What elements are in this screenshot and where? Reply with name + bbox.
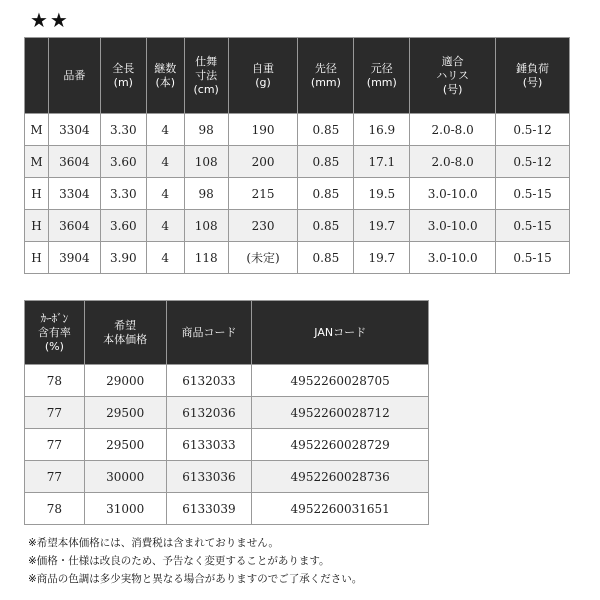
spec-cell: M bbox=[25, 146, 49, 178]
price-cell: 6133033 bbox=[166, 429, 252, 461]
price-cell: 29000 bbox=[84, 365, 166, 397]
spec-cell: 98 bbox=[184, 114, 228, 146]
table-row bbox=[25, 242, 570, 274]
price-cell: 78 bbox=[25, 493, 85, 525]
note-tax: ※希望本体価格には、消費税は含まれておりません。 bbox=[28, 537, 279, 549]
spec-header-6: 先径 (mm) bbox=[298, 38, 354, 114]
price-cell: 4952260028712 bbox=[252, 397, 429, 429]
spec-cell: 3.60 bbox=[100, 146, 146, 178]
price-cell: 77 bbox=[25, 397, 85, 429]
price-cell: 4952260031651 bbox=[252, 493, 429, 525]
price-header-row bbox=[25, 301, 429, 365]
note-change: ※価格・仕様は改良のため、予告なく変更することがあります。 bbox=[28, 555, 330, 567]
spec-cell: H bbox=[25, 210, 49, 242]
price-body bbox=[25, 365, 429, 525]
spec-header-0 bbox=[25, 38, 49, 114]
price-header-1: 希望 本体価格 bbox=[84, 301, 166, 365]
spec-cell: 98 bbox=[184, 178, 228, 210]
spec-cell: 3604 bbox=[48, 146, 100, 178]
note-color: ※商品の色調は多少実物と異なる場合がありますのでご了承ください。 bbox=[28, 573, 363, 585]
price-cell: 6133036 bbox=[166, 461, 252, 493]
table-row bbox=[25, 178, 570, 210]
spec-cell: 3.60 bbox=[100, 210, 146, 242]
price-cell: 77 bbox=[25, 429, 85, 461]
spec-cell: 0.85 bbox=[298, 146, 354, 178]
spec-cell: 3.30 bbox=[100, 114, 146, 146]
spec-header-1: 品番 bbox=[48, 38, 100, 114]
table-row bbox=[25, 146, 570, 178]
spec-cell: 0.5-15 bbox=[496, 178, 570, 210]
price-cell: 6132036 bbox=[166, 397, 252, 429]
spec-table bbox=[24, 37, 570, 274]
price-header-3: JANコード bbox=[252, 301, 429, 365]
price-header-0: ｶｰﾎﾞﾝ 含有率 (%) bbox=[25, 301, 85, 365]
spec-body bbox=[25, 114, 570, 274]
spec-cell: 215 bbox=[228, 178, 298, 210]
spec-cell: 0.85 bbox=[298, 114, 354, 146]
spec-header-5: 自重 (g) bbox=[228, 38, 298, 114]
spec-header-2: 全長 (m) bbox=[100, 38, 146, 114]
price-cell: 29500 bbox=[84, 429, 166, 461]
spec-cell: 3304 bbox=[48, 114, 100, 146]
spec-cell: 3.30 bbox=[100, 178, 146, 210]
spec-cell: 118 bbox=[184, 242, 228, 274]
price-cell: 31000 bbox=[84, 493, 166, 525]
spec-cell: 108 bbox=[184, 210, 228, 242]
spec-cell: (未定) bbox=[228, 242, 298, 274]
price-cell: 4952260028705 bbox=[252, 365, 429, 397]
spec-cell: 4 bbox=[146, 146, 184, 178]
spec-header-8: 適合 ハリス (号) bbox=[410, 38, 496, 114]
price-cell: 6133039 bbox=[166, 493, 252, 525]
spec-cell: H bbox=[25, 242, 49, 274]
table-row bbox=[25, 365, 429, 397]
price-cell: 4952260028736 bbox=[252, 461, 429, 493]
spec-cell: 2.0-8.0 bbox=[410, 114, 496, 146]
price-cell: 30000 bbox=[84, 461, 166, 493]
spec-header-9: 錘負荷 (号) bbox=[496, 38, 570, 114]
spec-cell: 0.5-15 bbox=[496, 242, 570, 274]
spec-header-7: 元径 (mm) bbox=[354, 38, 410, 114]
spec-cell: 0.5-12 bbox=[496, 114, 570, 146]
table-row bbox=[25, 493, 429, 525]
price-cell: 6132033 bbox=[166, 365, 252, 397]
spec-header-4: 仕舞 寸法 (cm) bbox=[184, 38, 228, 114]
table-row bbox=[25, 114, 570, 146]
spec-header-3: 継数 (本) bbox=[146, 38, 184, 114]
spec-cell: 3304 bbox=[48, 178, 100, 210]
price-table bbox=[24, 300, 429, 525]
spec-cell: 19.7 bbox=[354, 210, 410, 242]
spec-cell: 200 bbox=[228, 146, 298, 178]
spec-cell: M bbox=[25, 114, 49, 146]
table-row bbox=[25, 397, 429, 429]
spec-cell: 0.5-15 bbox=[496, 210, 570, 242]
price-header-2: 商品コード bbox=[166, 301, 252, 365]
table-row bbox=[25, 461, 429, 493]
spec-cell: 0.5-12 bbox=[496, 146, 570, 178]
spec-cell: 0.85 bbox=[298, 210, 354, 242]
spec-cell: 19.7 bbox=[354, 242, 410, 274]
spec-cell: H bbox=[25, 178, 49, 210]
table-row bbox=[25, 429, 429, 461]
spec-cell: 4 bbox=[146, 114, 184, 146]
spec-cell: 108 bbox=[184, 146, 228, 178]
spec-cell: 16.9 bbox=[354, 114, 410, 146]
price-cell: 77 bbox=[25, 461, 85, 493]
spec-cell: 3.0-10.0 bbox=[410, 242, 496, 274]
price-cell: 4952260028729 bbox=[252, 429, 429, 461]
notes bbox=[28, 534, 362, 588]
price-cell: 78 bbox=[25, 365, 85, 397]
spec-cell: 230 bbox=[228, 210, 298, 242]
spec-cell: 3604 bbox=[48, 210, 100, 242]
spec-cell: 190 bbox=[228, 114, 298, 146]
table-row bbox=[25, 210, 570, 242]
rating-stars: ★★ bbox=[30, 8, 70, 32]
spec-cell: 0.85 bbox=[298, 178, 354, 210]
spec-cell: 4 bbox=[146, 210, 184, 242]
spec-cell: 3.0-10.0 bbox=[410, 210, 496, 242]
spec-cell: 19.5 bbox=[354, 178, 410, 210]
spec-cell: 3.0-10.0 bbox=[410, 178, 496, 210]
spec-cell: 3904 bbox=[48, 242, 100, 274]
spec-cell: 17.1 bbox=[354, 146, 410, 178]
spec-cell: 4 bbox=[146, 178, 184, 210]
price-cell: 29500 bbox=[84, 397, 166, 429]
spec-cell: 2.0-8.0 bbox=[410, 146, 496, 178]
spec-cell: 0.85 bbox=[298, 242, 354, 274]
spec-header-row bbox=[25, 38, 570, 114]
spec-cell: 3.90 bbox=[100, 242, 146, 274]
spec-cell: 4 bbox=[146, 242, 184, 274]
